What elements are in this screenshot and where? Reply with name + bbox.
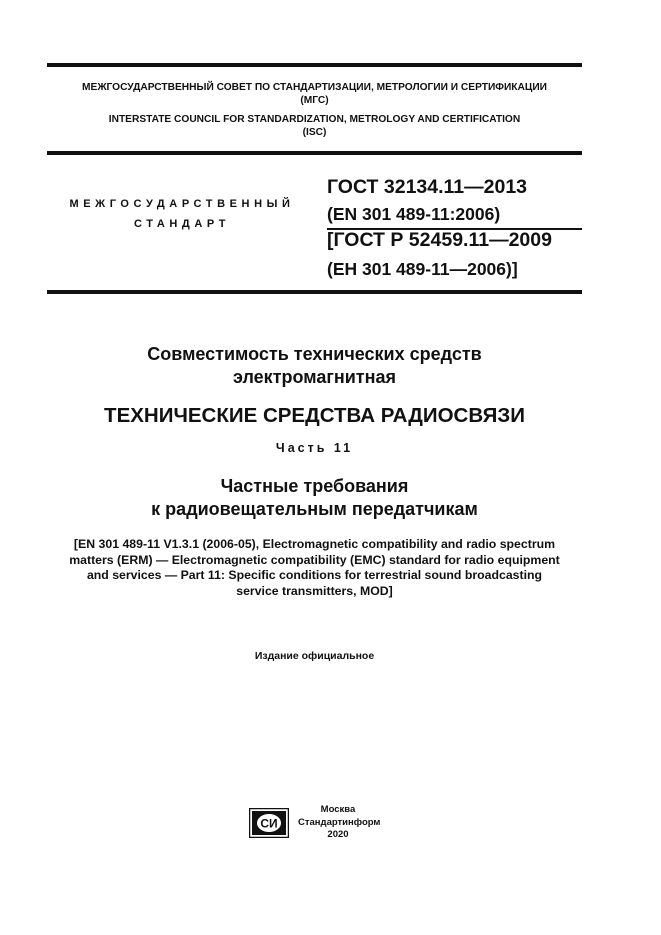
standartinform-logo-icon — [249, 808, 289, 838]
part-label: Часть 11 — [275, 441, 354, 455]
top-rule — [47, 63, 582, 67]
publisher-name: Стандартинформ — [298, 816, 381, 828]
publisher-year: 2020 — [327, 829, 349, 840]
publisher-city: Москва — [320, 804, 356, 815]
subtitle-line1: Частные требования — [220, 476, 409, 496]
standard-type-label — [47, 194, 317, 234]
uppercase-title: ТЕХНИЧЕСКИЕ СРЕДСТВА РАДИОСВЯЗИ — [104, 404, 525, 427]
standard-code-en: (EN 301 489-11:2006) — [327, 204, 501, 224]
english-title-line3: and services — Part 11: Specific conditions for terrestrial sound broadcasting — [86, 568, 543, 582]
english-title — [47, 537, 582, 599]
council-ru-line1: МЕЖГОСУДАРСТВЕННЫЙ СОВЕТ ПО СТАНДАРТИЗАЦИИ, МЕТРОЛОГИИ И СЕРТИФИКАЦИИ — [82, 82, 547, 93]
publisher-info — [298, 804, 381, 842]
subtitle — [47, 475, 582, 521]
english-title-line4: service transmitters, MOD] — [236, 583, 393, 598]
standard-code-gost: ГОСТ 32134.11—2013 — [327, 176, 528, 198]
english-title-line2: matters (ERM) — Electromagnetic compatibility (EMC) standard for radio equipment — [69, 552, 560, 567]
council-ru-line2: (МГС) — [300, 95, 329, 106]
main-title-line2: электромагнитная — [232, 367, 396, 387]
council-en-line2: (ISC) — [302, 127, 327, 138]
main-title-line1: Совместимость технических средств — [147, 344, 482, 364]
council-english — [47, 113, 582, 139]
codes-rule — [47, 290, 582, 294]
standard-type-line1: МЕЖГОСУДАРСТВЕННЫЙ — [69, 198, 295, 210]
standard-code-en-ru: (ЕН 301 489-11—2006)] — [327, 259, 518, 279]
council-russian — [47, 81, 582, 107]
council-en-line1: INTERSTATE COUNCIL FOR STANDARDIZATION, METROLOGY AND CERTIFICATION — [108, 114, 521, 125]
main-title — [47, 343, 582, 389]
logo-lettering: СИ — [260, 816, 278, 831]
standard-code-gost-r: [ГОСТ Р 52459.11—2009 — [327, 229, 552, 251]
header-rule — [47, 151, 582, 155]
subtitle-line2: к радиовещательным передатчикам — [151, 499, 478, 519]
edition-label: Издание официальное — [254, 650, 375, 662]
english-title-line1: [EN 301 489-11 V1.3.1 (2006-05), Electromagnetic compatibility and radio spectrum — [73, 537, 556, 551]
standard-type-line2: СТАНДАРТ — [133, 218, 231, 230]
